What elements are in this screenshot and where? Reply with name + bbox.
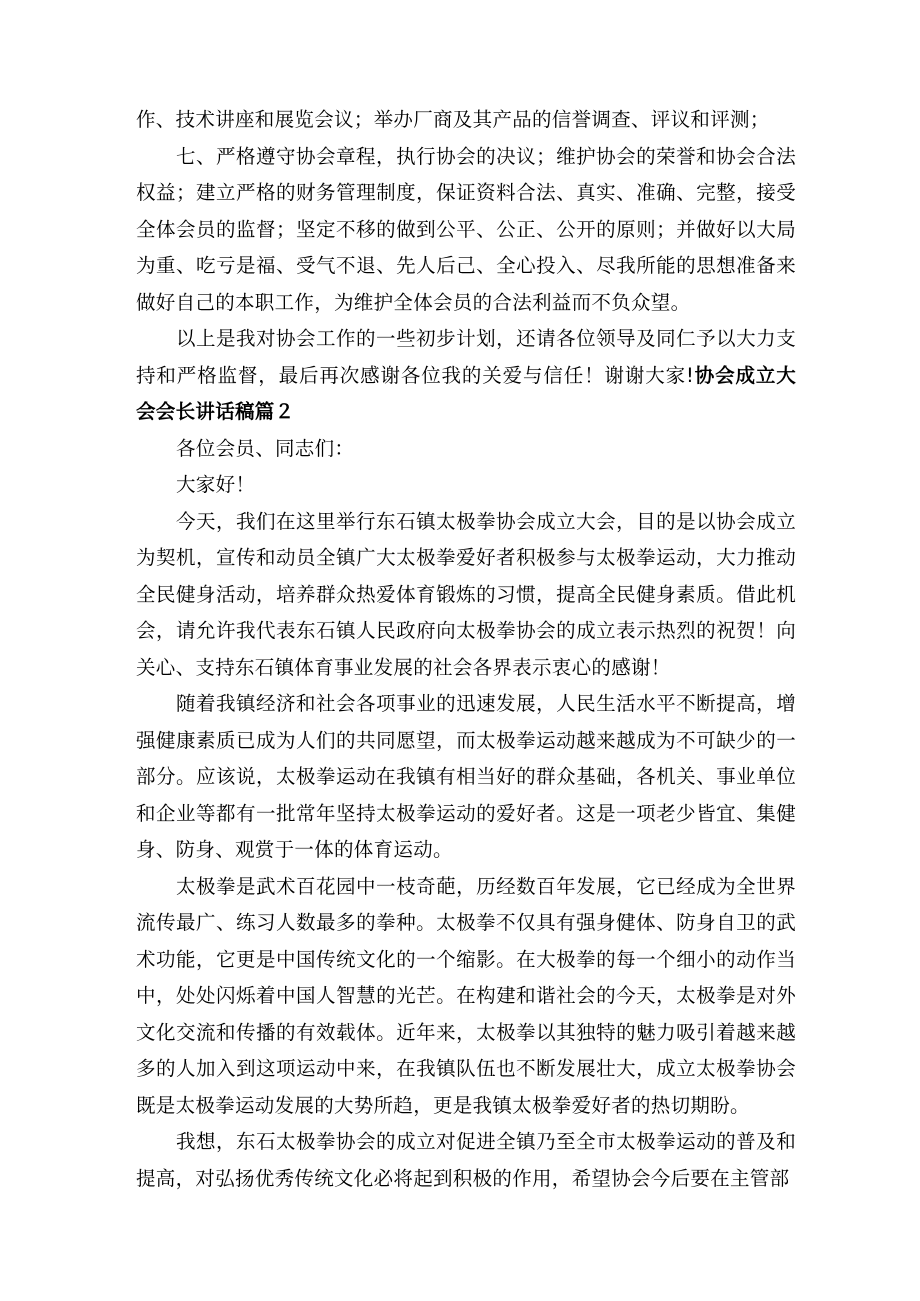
paragraph-item-seven: 七、严格遵守协会章程，执行协会的决议；维护协会的荣誉和协会合法权益；建立严格的财务管理制度，保证资料合法、真实、准确、完整，接受全体会员的监督；坚定不移的做到公平、公正、公开的原则；并做好以大局为重、吃亏是福、受气不退、先人后己、全心投入、尽我所能的思想准备来做好自己的本职工作，为维护全体会员的合法利益而不负众望。 [136,144,796,314]
paragraph-taiji: 太极拳是武术百花园中一枝奇葩，历经数百年发展，它已经成为全世界流传最广、练习人数最多的拳种。太极拳不仅具有强身健体、防身自卫的武术功能，它更是中国传统文化的一个缩影。在大极拳的每一个细小的动作当中，处处闪烁着中国人智慧的光芒。在构建和谐社会的今天，太极拳是对外文化交流和传播的有效载体。近年来，太极拳以其独特的魅力吸引着越来越多的人加入到这项运动中来，在我镇队伍也不断发展壮大，成立太极拳协会既是太极拳运动发展的大势所趋，更是我镇太极拳爱好者的热切期盼。 [136,874,796,1117]
paragraph-development: 随着我镇经济和社会各项事业的迅速发展，人民生活水平不断提高，增强健康素质已成为人们的共同愿望，而太极拳运动越来越成为不可缺少的一部分。应该说，太极拳运动在我镇有相当好的群众基础，各机关、事业单位和企业等都有一批常年坚持太极拳运动的爱好者。这是一项老少皆宜、集健身、防身、观赏于一体的体育运动。 [136,692,796,861]
closing-text: 以上是我对协会工作的一些初步计划，还请各位领导及同仁予以大力支持和严格监督，最后再次感谢各位我的关爱与信任！谢谢大家! [136,327,796,387]
paragraph-salutation: 各位会员、同志们： [176,436,355,460]
paragraph-today: 今天，我们在这里举行东石镇太极拳协会成立大会，目的是以协会成立为契机，宣传和动员全镇广大太极拳爱好者积极参与太极拳运动，大力推动全民健身活动，培养群众热爱体育锻炼的习惯，提高全民健身素质。借此机会，请允许我代表东石镇人民政府向太极拳协会的成立表示热烈的祝贺！向关心、支持东石镇体育事业发展的社会各界表示衷心的感谢！ [136,509,796,679]
document-page [136,102,796,1197]
section-heading: 协会成立大会会长讲话稿篇２ [136,363,796,423]
paragraph-greeting: 大家好！ [176,473,256,496]
paragraph-closing [136,321,796,431]
paragraph-continuation: 作、技术讲座和展览会议；举办厂商及其产品的信誉调查、评议和评测； [136,108,770,131]
paragraph-hope: 我想，东石太极拳协会的成立对促进全镇乃至全市太极拳运动的普及和提高，对弘扬优秀传统文化必将起到积极的作用，希望协会今后要在主管部 [136,1130,796,1190]
